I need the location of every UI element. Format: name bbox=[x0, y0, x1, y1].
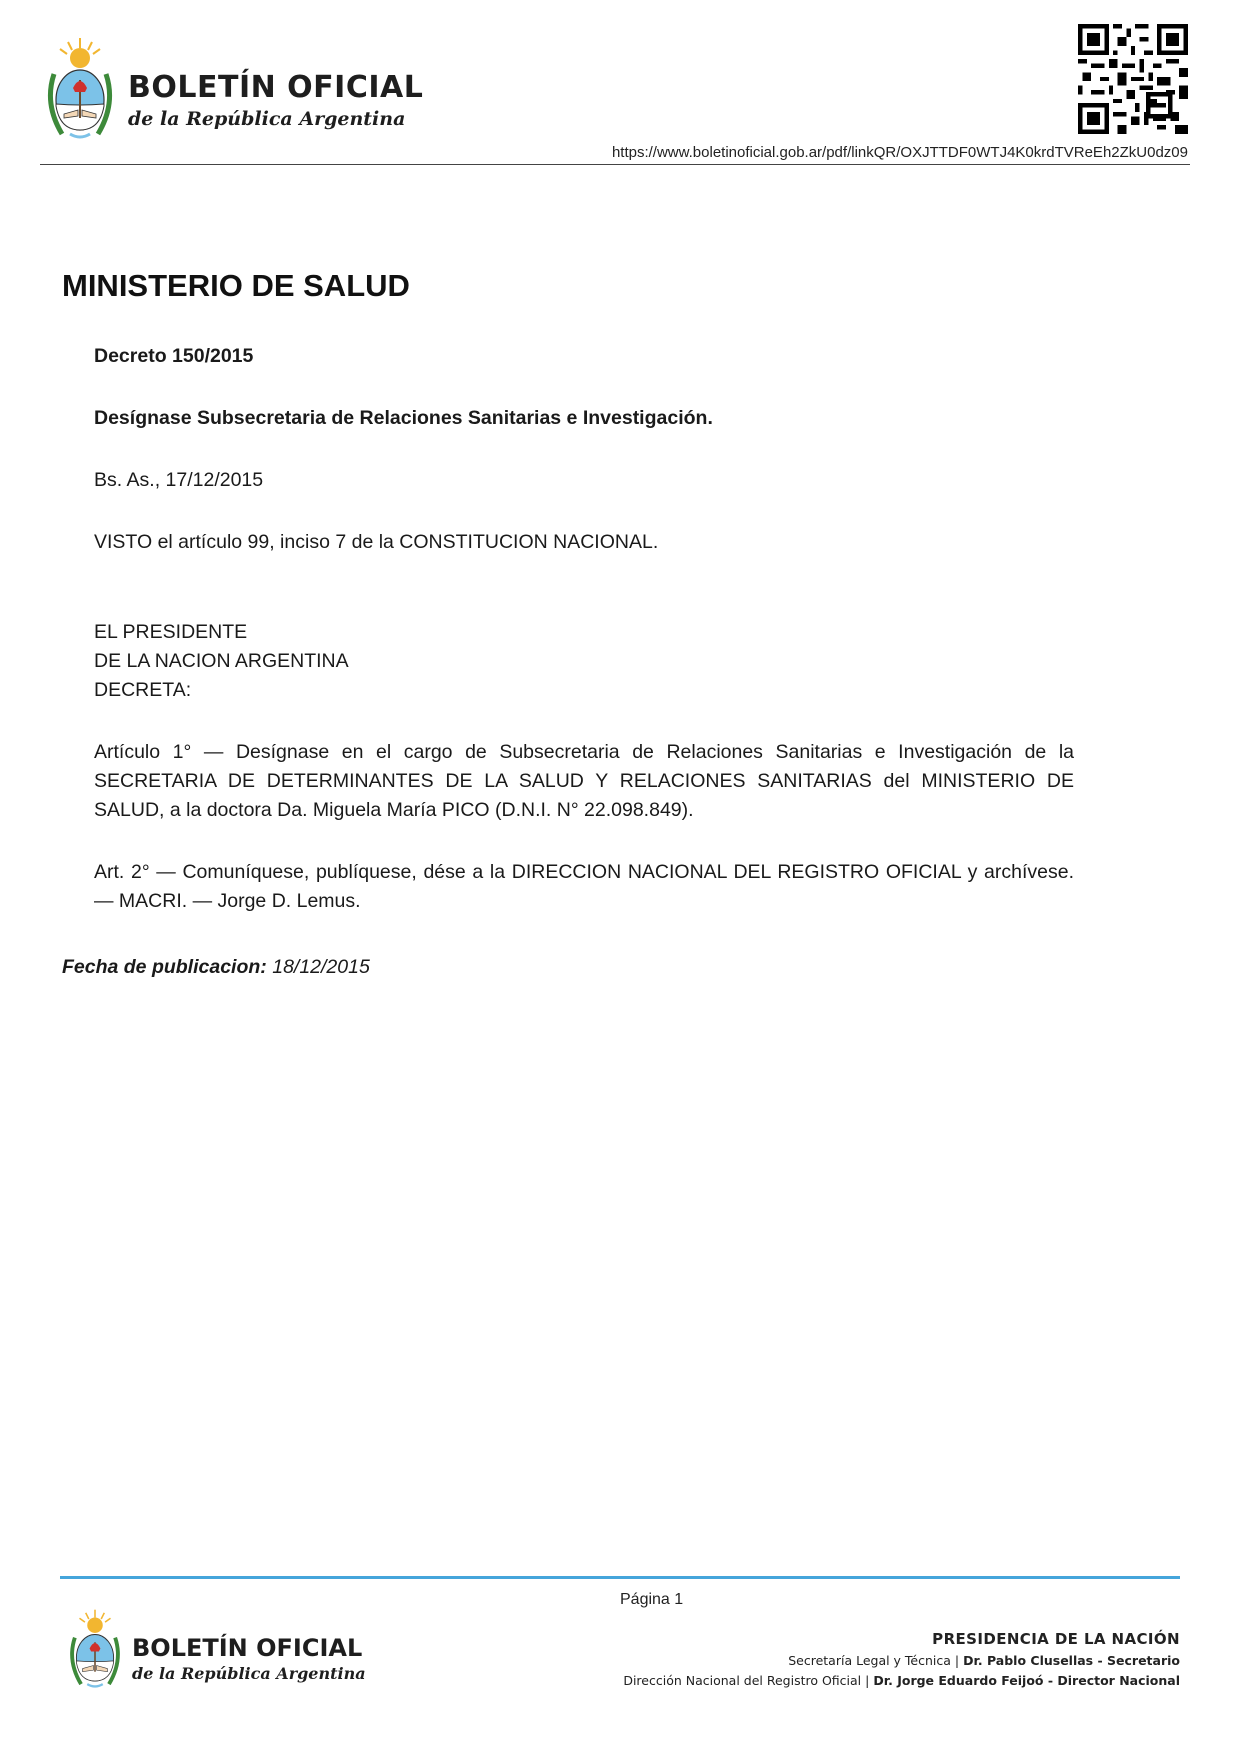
article-2: Art. 2° — Comuníquese, publíquese, dése a la DIRECCION NACIONAL DEL REGISTRO OFICIAL y archívese. — MACRI. — Jorge D. Lemus. bbox=[94, 861, 1074, 912]
authority-line: DECRETA: bbox=[94, 679, 192, 701]
article-1: Artículo 1° — Desígnase en el cargo de Subsecretaria de Relaciones Sanitarias e Investigación de la SECRETARIA DE DETERMINANTES DE LA SALUD Y RELACIONES SANITARIAS del MINISTERIO DE SALUD, a la doctora Da. Miguela María PICO (D.N.I. N° 22.098.849). bbox=[94, 741, 1074, 821]
footer-person: Dr. Jorge Eduardo Feijoó - Director Nacional bbox=[873, 1673, 1180, 1688]
decree-summary: Desígnase Subsecretaria de Relaciones Sanitarias e Investigación. bbox=[94, 407, 713, 429]
header-url[interactable]: https://www.boletinoficial.gob.ar/pdf/linkQR/OXJTTDF0WTJ4K0krdTVReEh2ZkU0dz09 bbox=[611, 144, 1188, 161]
header-divider bbox=[40, 164, 1190, 165]
publication-date: 18/12/2015 bbox=[272, 956, 370, 978]
footer-divider bbox=[60, 1576, 1180, 1579]
footer-brand-subtitle: de la República Argentina bbox=[132, 1664, 366, 1683]
decree-content bbox=[94, 342, 1074, 916]
header-brand-subtitle: de la República Argentina bbox=[128, 108, 406, 130]
authority-block bbox=[94, 618, 1074, 705]
publication-date-line bbox=[62, 956, 370, 979]
footer-logo bbox=[64, 1602, 364, 1698]
coat-of-arms-icon bbox=[64, 1602, 126, 1698]
footer-credits bbox=[623, 1630, 1180, 1688]
footer-registry-direction: Dirección Nacional del Registro Oficial | Dr. Jorge Eduardo Feijoó - Director Nacional bbox=[623, 1673, 1180, 1688]
page-number: Página 1 bbox=[620, 1591, 684, 1608]
footer-office: Secretaría Legal y Técnica bbox=[788, 1653, 951, 1668]
header-logo bbox=[40, 34, 424, 146]
visto-clause: VISTO el artículo 99, inciso 7 de la CONSTITUCION NACIONAL. bbox=[94, 531, 659, 553]
place-date: Bs. As., 17/12/2015 bbox=[94, 469, 264, 491]
qr-code-icon[interactable] bbox=[1078, 24, 1188, 134]
coat-of-arms-icon bbox=[40, 34, 120, 146]
authority-line: EL PRESIDENTE bbox=[94, 621, 248, 643]
publication-label: Fecha de publicacion: bbox=[62, 956, 267, 978]
footer-brand-title: BOLETÍN OFICIAL bbox=[132, 1634, 363, 1662]
footer-legal-secretariat: Secretaría Legal y Técnica | Dr. Pablo Clusellas - Secretario bbox=[788, 1653, 1180, 1668]
ministry-title: MINISTERIO DE SALUD bbox=[62, 268, 410, 303]
authority-line: DE LA NACION ARGENTINA bbox=[94, 650, 349, 672]
footer-office: Dirección Nacional del Registro Oficial bbox=[623, 1673, 862, 1688]
footer-person: Dr. Pablo Clusellas - Secretario bbox=[963, 1653, 1180, 1668]
decree-number: Decreto 150/2015 bbox=[94, 345, 254, 367]
footer-presidency: PRESIDENCIA DE LA NACIÓN bbox=[932, 1630, 1180, 1648]
header-brand-title: BOLETÍN OFICIAL bbox=[128, 70, 424, 105]
